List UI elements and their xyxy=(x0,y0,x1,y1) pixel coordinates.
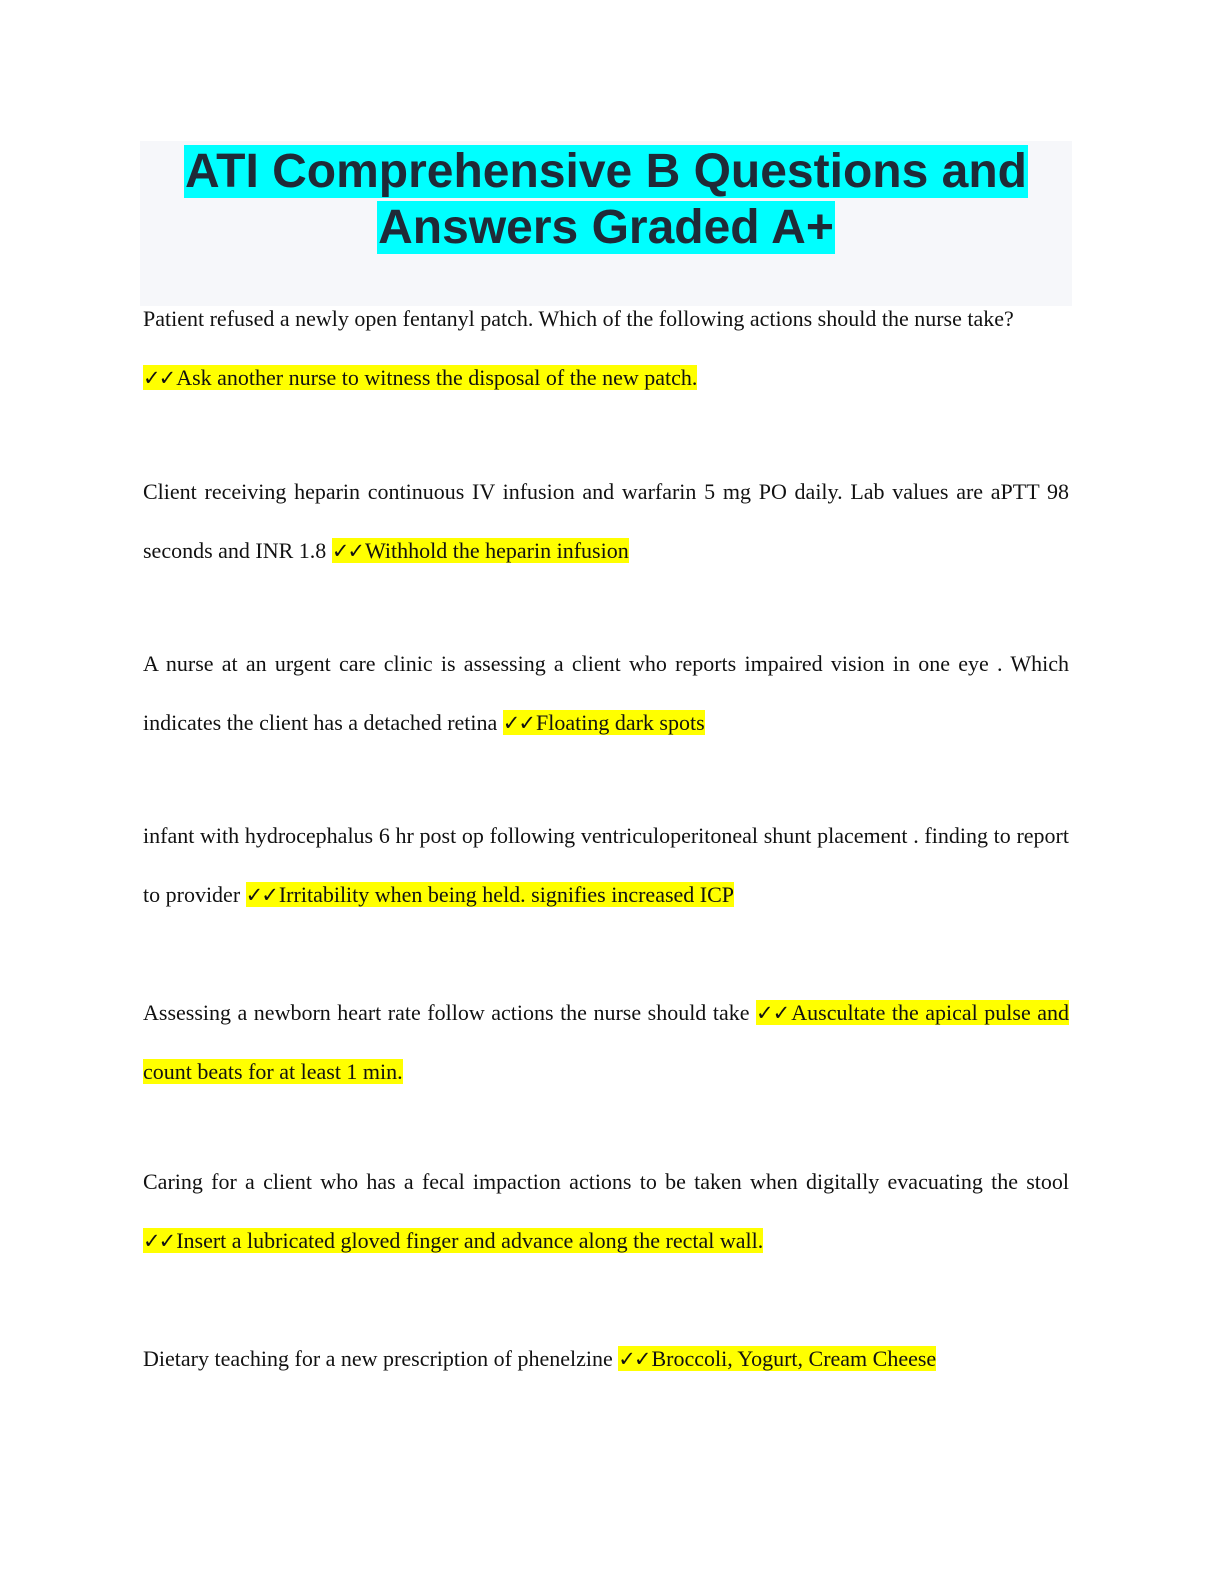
double-check-icon: ✓✓ xyxy=(502,710,534,735)
double-check-icon: ✓✓ xyxy=(143,1228,175,1253)
answer-text: Broccoli, Yogurt, Cream Cheese xyxy=(651,1346,937,1371)
title-line-1: ATI Comprehensive B Questions and xyxy=(185,145,1027,198)
question-text: A nurse at an urgent care clinic is assessing a client who reports impaired vision in one eye . Which indicates the client has a detached retina xyxy=(143,651,1069,735)
answer-highlight xyxy=(332,538,629,563)
qa-item-6 xyxy=(143,1153,1069,1270)
answer-text: Withhold the heparin infusion xyxy=(365,537,629,563)
title-banner xyxy=(140,141,1072,306)
question-text: Patient refused a newly open fentanyl patch. Which of the following actions should the nurse take? xyxy=(143,306,1014,331)
title-line-2: Answers Graded A+ xyxy=(378,201,834,254)
answer-highlight xyxy=(246,882,734,907)
qa-item-2 xyxy=(143,463,1069,580)
answer-highlight xyxy=(618,1346,936,1371)
question-text: Caring for a client who has a fecal impaction actions to be taken when digitally evacuating the stool xyxy=(143,1169,1069,1194)
double-check-icon: ✓✓ xyxy=(331,538,364,563)
qa-item-5 xyxy=(143,984,1069,1101)
double-check-icon: ✓✓ xyxy=(618,1347,650,1371)
answer-text: Floating dark spots xyxy=(535,709,705,735)
answer-text: Ask another nurse to witness the disposal of the new patch. xyxy=(176,364,698,390)
document-title xyxy=(140,141,1072,256)
question-text: Assessing a newborn heart rate follow actions the nurse should take xyxy=(143,1000,750,1025)
double-check-icon: ✓✓ xyxy=(245,882,277,907)
question-text: Client receiving heparin continuous IV infusion and warfarin 5 mg PO daily. Lab values are aPTT 98 seconds and INR 1.8 xyxy=(143,479,1069,563)
question-text: Dietary teaching for a new prescription of phenelzine xyxy=(143,1346,613,1371)
answer-highlight xyxy=(503,710,705,735)
qa-item-3 xyxy=(143,635,1069,752)
double-check-icon: ✓✓ xyxy=(143,365,175,390)
qa-item-4 xyxy=(143,807,1069,924)
qa-item-1 xyxy=(143,290,1069,407)
answer-text: Insert a lubricated gloved finger and advance along the rectal wall. xyxy=(176,1227,764,1253)
question-text: infant with hydrocephalus 6 hr post op following ventriculoperitoneal shunt placement . finding to report to provider xyxy=(143,823,1069,907)
answer-text: Irritability when being held. signifies increased ICP xyxy=(278,881,735,907)
answer-highlight xyxy=(143,365,697,390)
answer-highlight xyxy=(143,1228,763,1253)
double-check-icon: ✓✓ xyxy=(756,1001,790,1025)
answer-text: Auscultate the apical pulse and count beats for at least 1 min. xyxy=(143,1000,1070,1084)
qa-item-7 xyxy=(143,1330,1069,1389)
